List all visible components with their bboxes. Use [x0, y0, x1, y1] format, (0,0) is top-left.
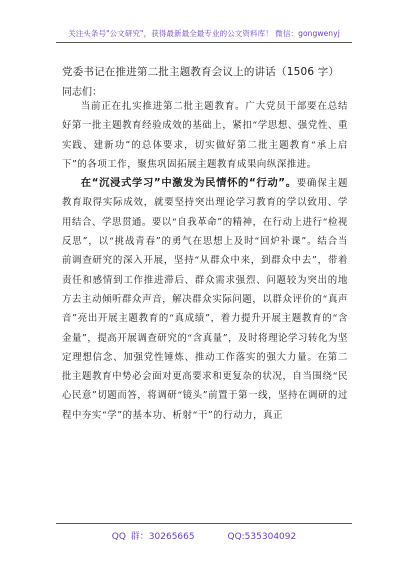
- document-body: [62, 97, 348, 425]
- document-title: 党委书记在推进第二批主题教育会议上的讲话（1506 字）: [62, 66, 340, 78]
- section-heading: 在“沉浸式学习”中激发为民情怀的“行动”。: [80, 177, 297, 190]
- qq-label: QQ:535304092: [227, 532, 297, 542]
- salutation: 同志们：: [62, 87, 102, 98]
- paragraph-text: 要确保主题教育取得实际成效，就要坚持突出理论学习教育的学以致用、学用结合、学思贯通。要以“自我革命”的精神，在行动上进行“检视反思”，以“挑战青春”的勇气在思想上及时“回炉补课”。结合当前调查研究的深入开展，坚持“从群众中来，到群众中去”，带着责任和感情到工作推进滞后、群众需求强烈、问题较为突出的地方去主动倾听群众声音，解决群众实际问题，以群众评价的“真声音”亮出开展主题教育的“真成绩”，着力提升开展主题教育的“含金量”，提高开展调查研究的“含真量”，及时将理论学习转化为坚定理想信念、加强党性锤炼、推动工作落实的强大力量。在第二批主题教育中势必会面对更高要求和更复杂的状况，自当围绕“民心民意”切题而答，将调研“镜头”前置于第一线，坚持在调研的过程中夯实“学”的基本功、析射“干”的行动力，真正: [62, 178, 348, 421]
- header-divider: [56, 42, 352, 43]
- contact-footer: [0, 529, 408, 542]
- paragraph: [62, 174, 348, 425]
- promo-header: 关注头条号"公文研究"，获得最新最全最专业的公文资料库！ 微信：gongwenyj: [68, 29, 340, 38]
- paragraph: 当前正在扎实推进第二批主题教育。广大党员干部要在总结好第一批主题教育经验成效的基础上，紧扣“学思想、强党性、重实践、建新功”的总体要求，切实做好第二批主题教育“承上启下”的各项工作，聚焦巩固拓展主题教育成果向纵深推进。: [62, 101, 348, 170]
- qq-group-label: QQ 群：30265665: [111, 532, 195, 542]
- footer-divider: [56, 523, 352, 524]
